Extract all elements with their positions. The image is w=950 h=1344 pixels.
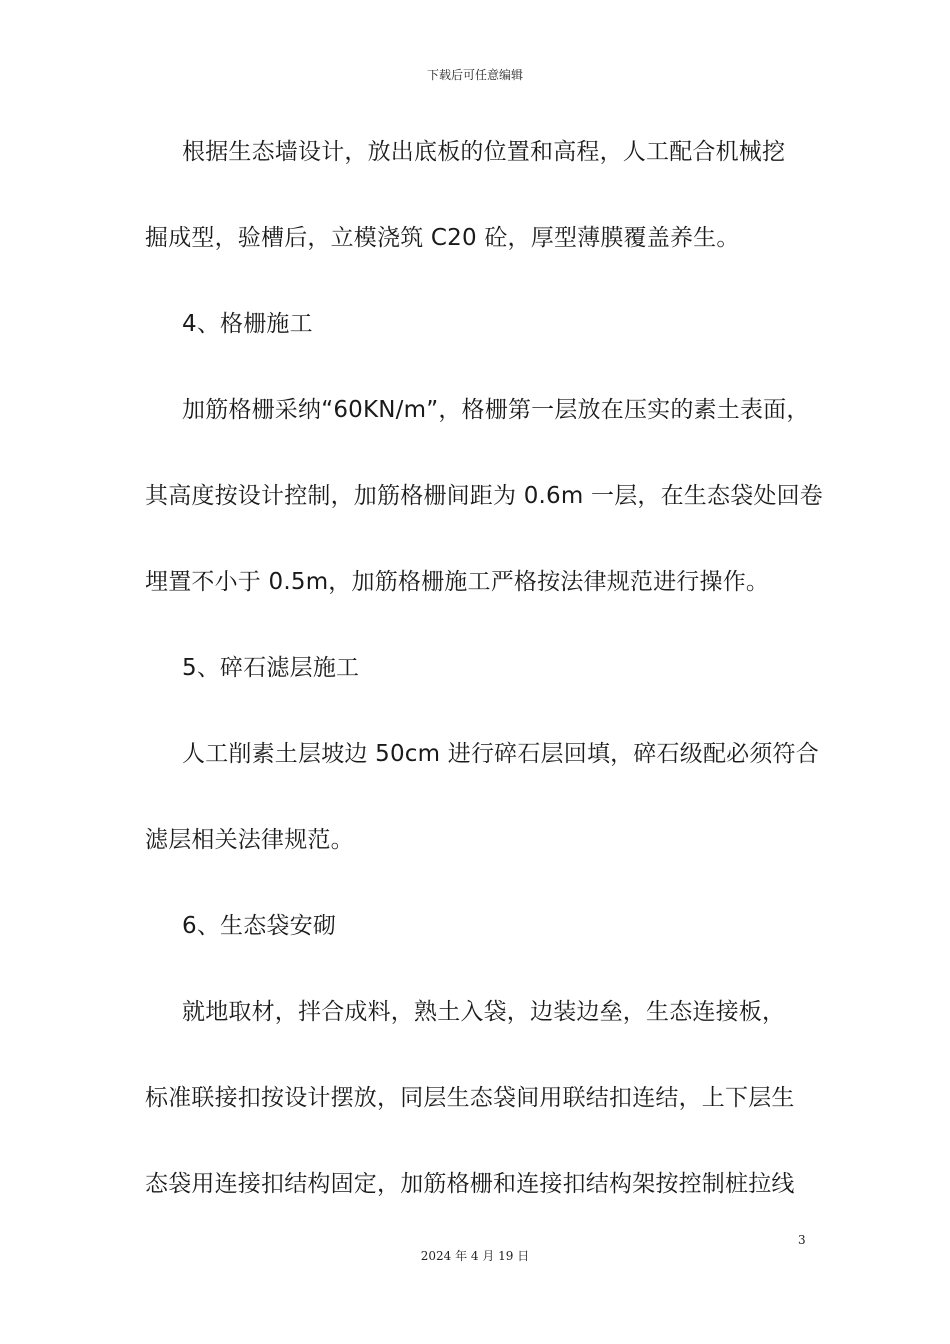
section-heading: 4、格栅施工 bbox=[182, 311, 313, 337]
paragraph-line: 加筋格栅采纳“60KN/m”，格栅第一层放在压实的素土表面， bbox=[182, 397, 810, 423]
paragraph-line: 态袋用连接扣结构固定，加筋格栅和连接扣结构架按控制桩拉线 bbox=[145, 1171, 795, 1197]
paragraph-line: 人工削素土层坡边 50cm 进行碎石层回填，碎石级配必须符合 bbox=[182, 741, 819, 767]
paragraph-line: 埋置不小于 0.5m，加筋格栅施工严格按法律规范进行操作。 bbox=[145, 569, 770, 595]
paragraph-line: 滤层相关法律规范。 bbox=[145, 827, 354, 853]
paragraph-line: 就地取材，拌合成料，熟土入袋，边装边垒，生态连接板， bbox=[182, 999, 786, 1025]
section-heading: 5、碎石滤层施工 bbox=[182, 655, 360, 681]
page-number: 3 bbox=[798, 1233, 806, 1247]
paragraph-line: 其高度按设计控制，加筋格栅间距为 0.6m 一层，在生态袋处回卷 bbox=[145, 483, 824, 509]
page-footer-date: 2024 年 4 月 19 日 bbox=[420, 1249, 530, 1263]
paragraph-line: 根据生态墙设计，放出底板的位置和高程，人工配合机械挖 bbox=[182, 139, 786, 165]
page-header: 下载后可任意编辑 bbox=[426, 68, 523, 82]
document-body bbox=[145, 130, 824, 1248]
paragraph-line: 掘成型，验槽后，立模浇筑 C20 砼，厚型薄膜覆盖养生。 bbox=[145, 225, 740, 251]
section-heading: 6、生态袋安砌 bbox=[182, 913, 337, 939]
paragraph-line: 标准联接扣按设计摆放，同层生态袋间用联结扣连结，上下层生 bbox=[145, 1085, 795, 1111]
